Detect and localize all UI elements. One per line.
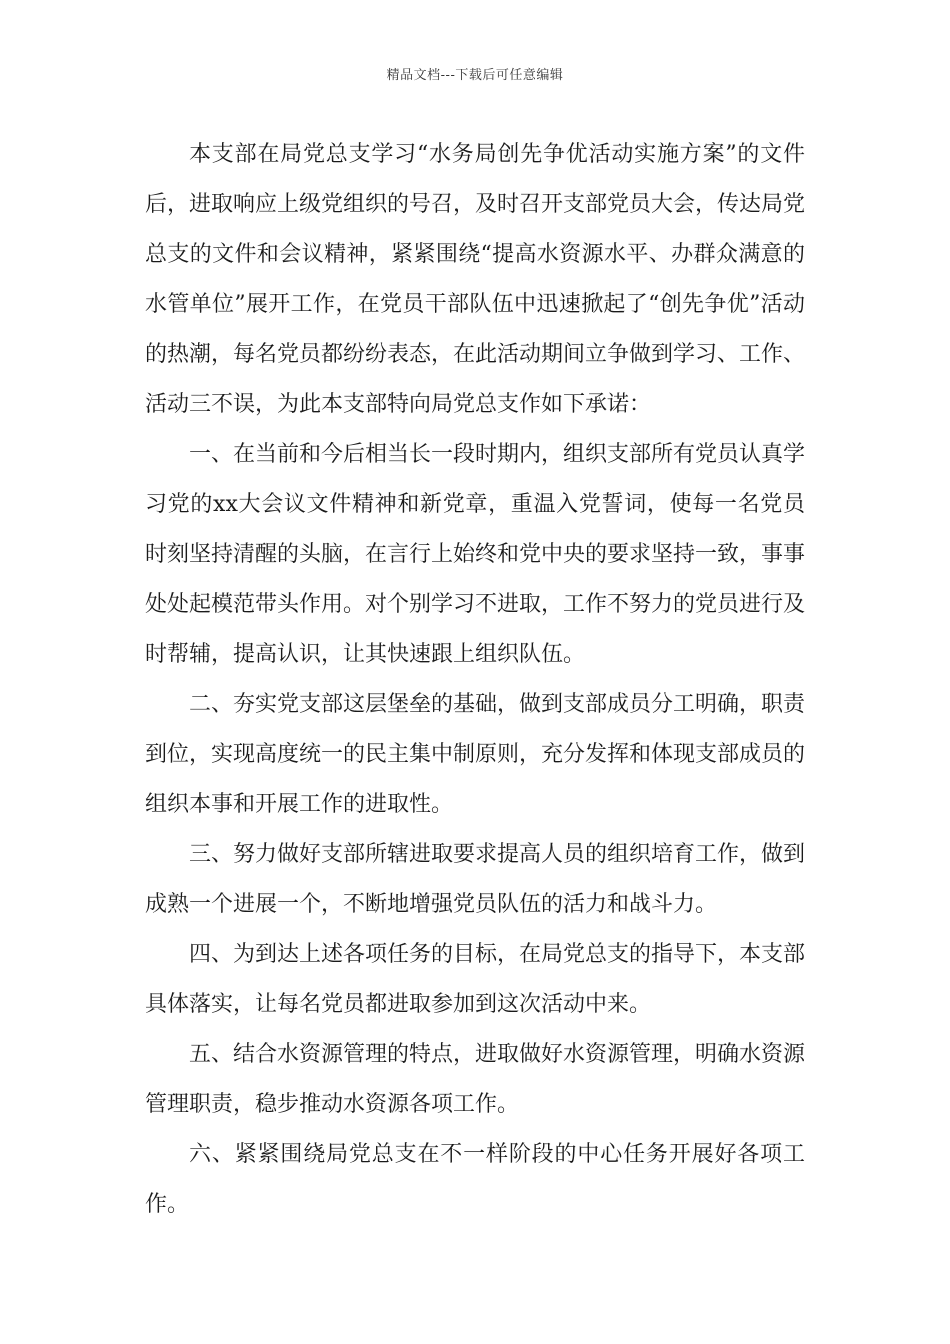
paragraph-item-1: 一、在当前和今后相当长一段时期内，组织支部所有党员认真学习党的xx大会议文件精神和新党章，重温入党誓词，使每一名党员时刻坚持清醒的头脑，在言行上始终和党中央的要求坚持一致，事事处处起模范带头作用。对个别学习不进取，工作不努力的党员进行及时帮辅，提高认识，让其快速跟上组织队伍。 xyxy=(145,442,806,667)
paragraph-item-2: 二、夯实党支部这层堡垒的基础，做到支部成员分工明确，职责到位，实现高度统一的民主集中制原则，充分发挥和体现支部成员的组织本事和开展工作的进取性。 xyxy=(145,692,806,817)
document-body xyxy=(145,130,805,1230)
paragraph-item-6: 六、紧紧围绕局党总支在不一样阶段的中心任务开展好各项工作。 xyxy=(145,1142,805,1217)
paragraph-item-5: 五、结合水资源管理的特点，进取做好水资源管理，明确水资源管理职责，稳步推动水资源各项工作。 xyxy=(145,1042,806,1117)
paragraph-intro: 本支部在局党总支学习“水务局创先争优活动实施方案”的文件后，进取响应上级党组织的号召，及时召开支部党员大会，传达局党总支的文件和会议精神，紧紧围绕“提高水资源水平、办群众满意的水管单位”展开工作，在党员干部队伍中迅速掀起了“创先争优”活动的热潮，每名党员都纷纷表态，在此活动期间立争做到学习、工作、活动三不误，为此本支部特向局党总支作如下承诺： xyxy=(145,142,806,417)
paragraph-item-4: 四、为到达上述各项任务的目标，在局党总支的指导下，本支部具体落实，让每名党员都进取参加到这次活动中来。 xyxy=(145,942,806,1017)
page-header: 精品文档---下载后可任意编辑 xyxy=(386,68,564,83)
paragraph-item-3: 三、努力做好支部所辖进取要求提高人员的组织培育工作，做到成熟一个进展一个，不断地增强党员队伍的活力和战斗力。 xyxy=(145,842,806,917)
